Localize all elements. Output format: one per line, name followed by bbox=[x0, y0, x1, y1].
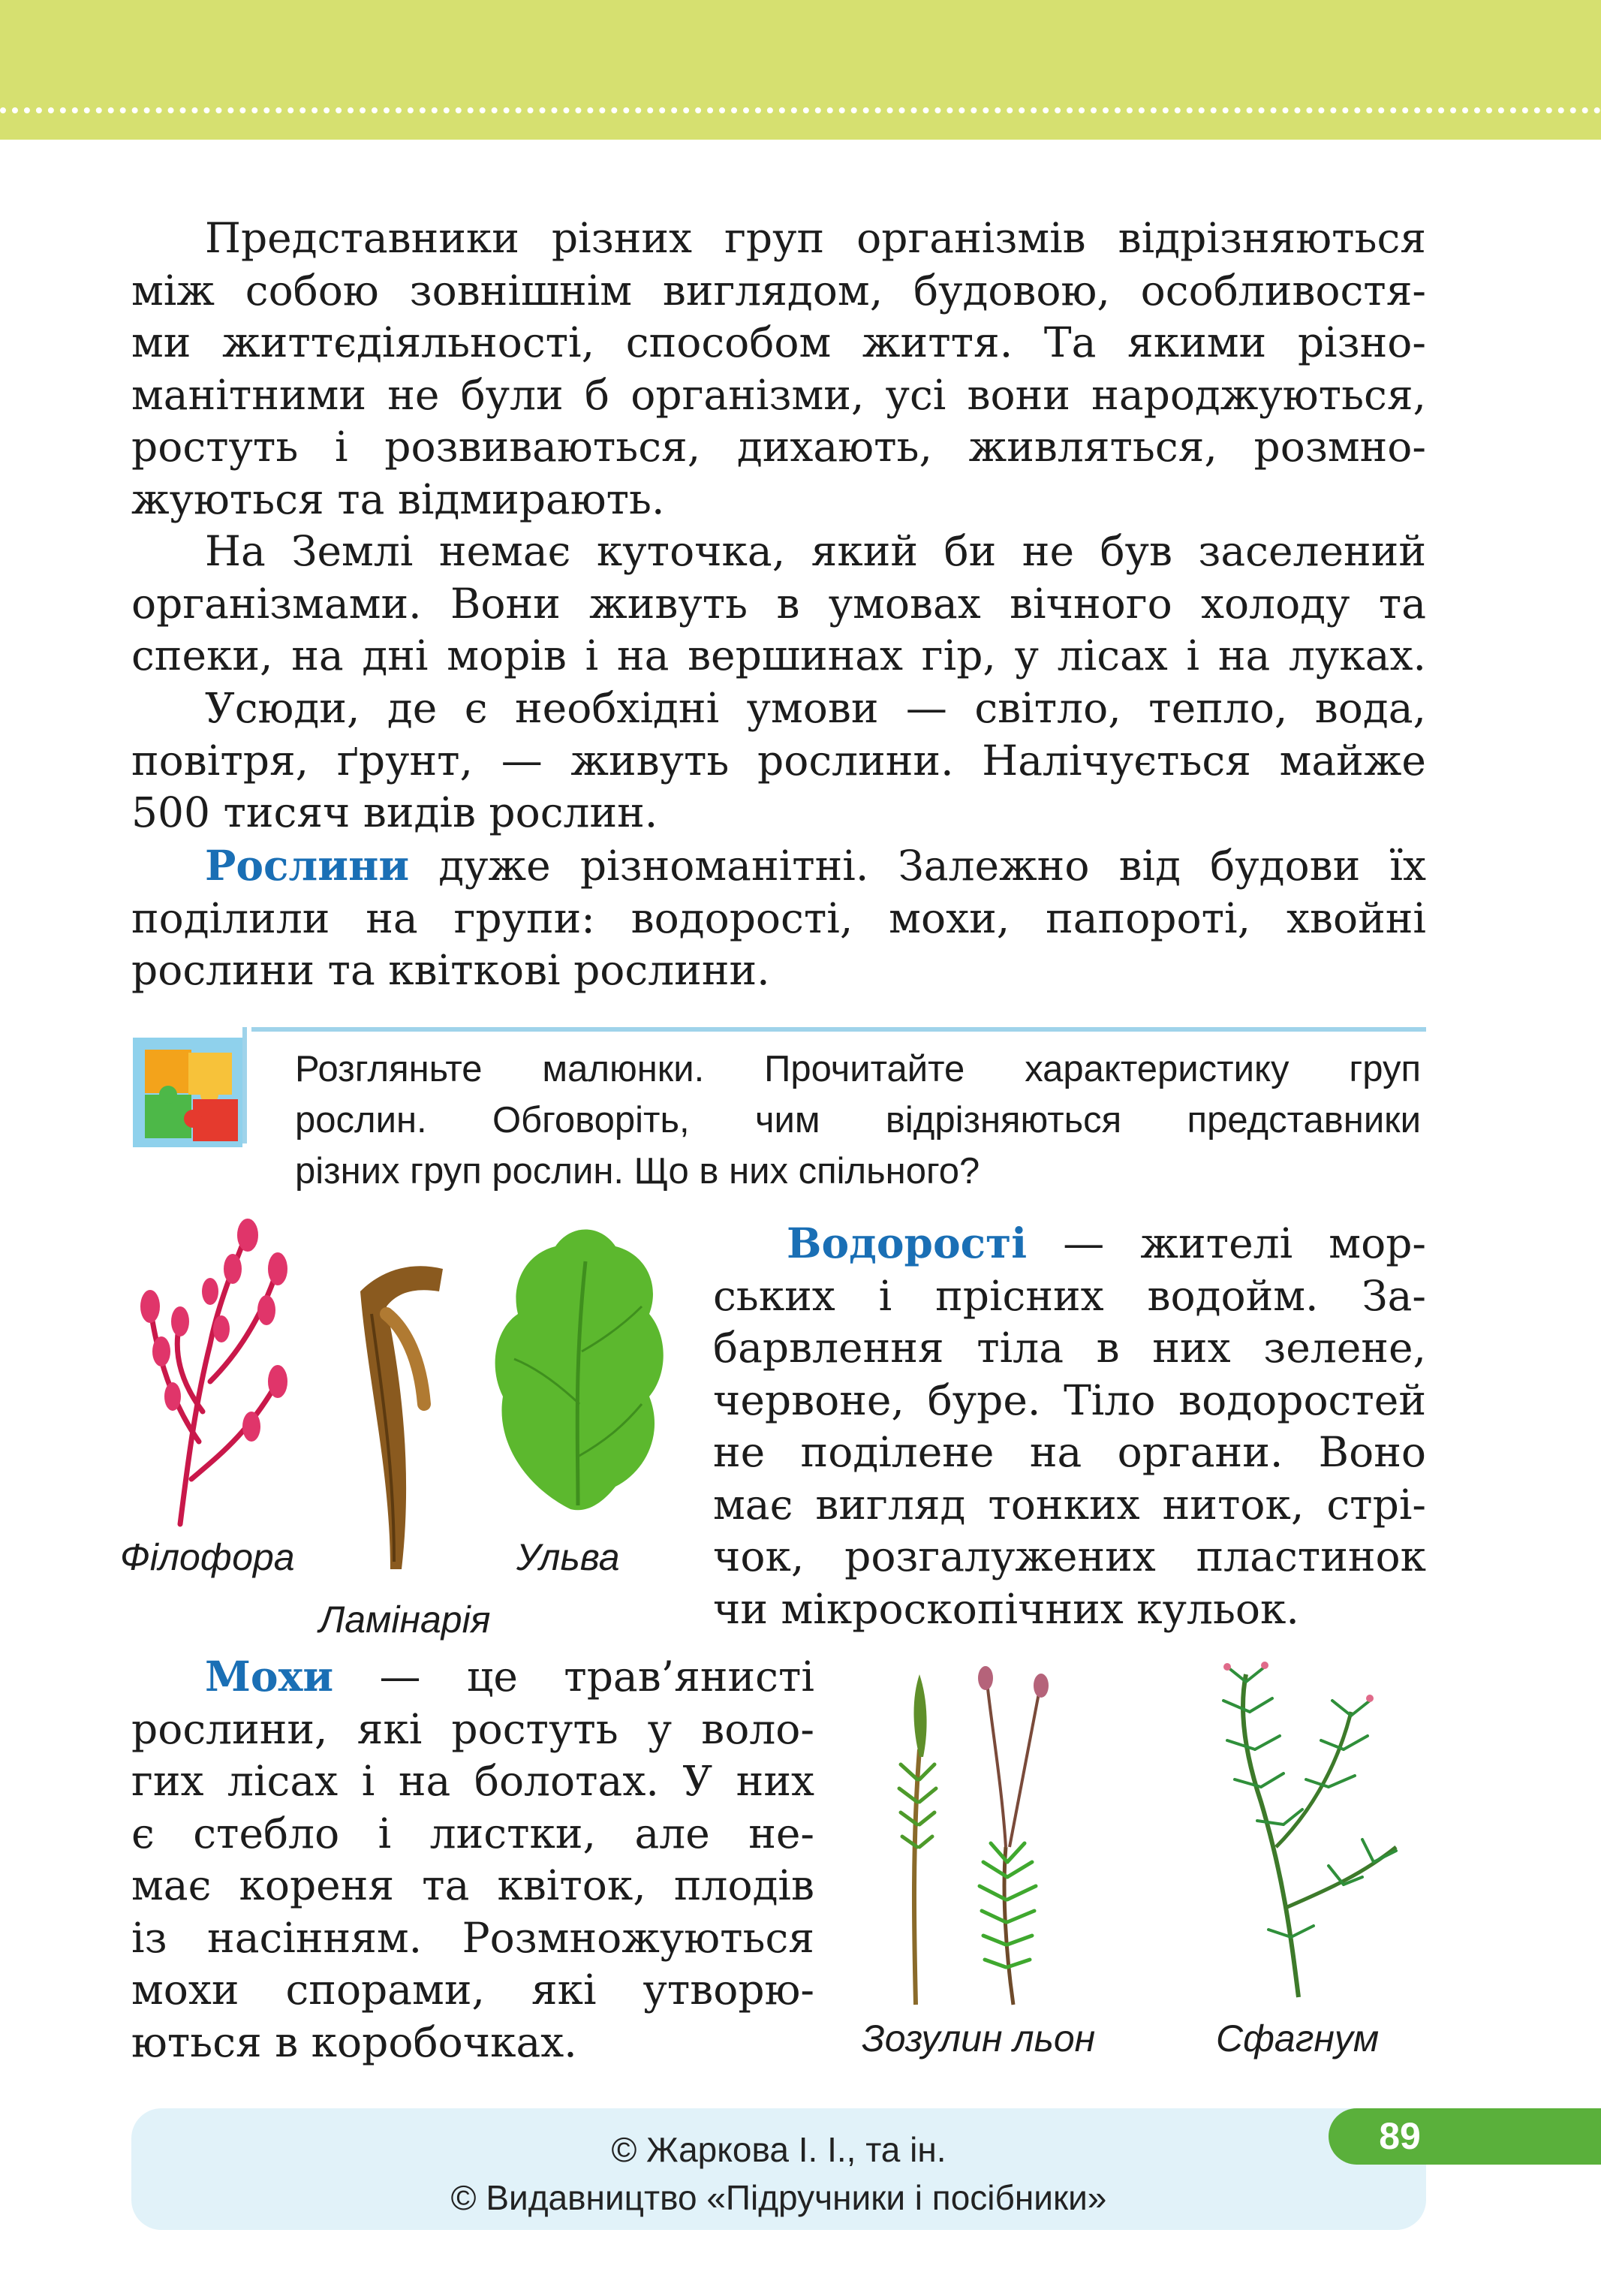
text-line: ються в коробочках. bbox=[131, 2017, 577, 2066]
top-band bbox=[0, 0, 1601, 140]
algae-paragraph bbox=[713, 1217, 1426, 1635]
text-line: мохи спорами, які утворю- bbox=[131, 1966, 814, 2014]
paragraph-3 bbox=[131, 682, 1426, 839]
text-line: повітря, ґрунт, — живуть рослини. Налічується майже bbox=[131, 736, 1426, 785]
keyword-mosses: Мохи bbox=[205, 1652, 334, 1701]
keyword-algae: Водорості bbox=[787, 1219, 1028, 1267]
keyword-plants: Рослини bbox=[205, 841, 410, 890]
text-line: із насінням. Розмножуються bbox=[131, 1913, 814, 1962]
caption-filofora: Філофора bbox=[120, 1536, 295, 1578]
text-line bbox=[131, 1650, 814, 1704]
text-line: чок, розгалужених пластинок bbox=[713, 1532, 1426, 1580]
caption-ulva: Ульва bbox=[516, 1536, 620, 1578]
text-line: рослини та квіткові рослини. bbox=[131, 946, 770, 994]
text-line: гих лісах і на болотах. У них bbox=[131, 1757, 814, 1805]
text-line: червоне, буре. Тіло водоростей bbox=[713, 1375, 1426, 1424]
footer-copyright bbox=[131, 2108, 1426, 2230]
caption-laminaria: Ламінарія bbox=[319, 1598, 491, 1641]
paragraph-4 bbox=[131, 839, 1426, 997]
paragraph-2 bbox=[131, 526, 1426, 682]
copyright-publisher: © Видавництво «Підручники і посібники» bbox=[450, 2178, 1107, 2217]
page-number: 89 bbox=[1379, 2115, 1421, 2157]
copyright-authors: © Жаркова І. І., та ін. bbox=[611, 2130, 946, 2169]
laminaria-illustration bbox=[330, 1246, 458, 1577]
text-line: Усюди, де є необхідні умови — світло, тепло, вода, bbox=[205, 684, 1426, 732]
text-line: На Землі немає куточка, який би не був заселений bbox=[205, 527, 1426, 575]
mosses-paragraph bbox=[131, 1650, 814, 2069]
text-line: поділили на групи: водорості, мохи, папороті, хвойні bbox=[131, 893, 1426, 942]
text-line: рослин. Обговоріть, чим відрізняються представники bbox=[295, 1100, 1421, 1140]
text-line: різних груп рослин. Що в них спільного? bbox=[295, 1151, 980, 1192]
text-line: між собою зовнішнім виглядом, будовою, особливостя- bbox=[131, 266, 1426, 315]
text-line: ростуть і розвиваються, дихають, живляться, розмно- bbox=[131, 423, 1426, 471]
text-line: манітними не були б організми, усі вони народжуються, bbox=[131, 370, 1426, 419]
filofora-illustration bbox=[128, 1216, 315, 1532]
caption-sphagnum: Сфагнум bbox=[1216, 2017, 1380, 2059]
sphagnum-illustration bbox=[1171, 1652, 1426, 2005]
text-line: барвлення тіла в них зелене, bbox=[713, 1324, 1426, 1372]
text-fragment: — це трав’янисті bbox=[333, 1653, 814, 1701]
text-line: Представники різних груп організмів відрізняються bbox=[205, 214, 1426, 262]
text-line bbox=[131, 839, 1426, 893]
page-number-badge bbox=[1329, 2108, 1601, 2165]
text-line: організмами. Вони живуть в умовах вічного холоду та bbox=[131, 579, 1426, 628]
dotted-line bbox=[0, 107, 1601, 113]
text-line: жуються та відмирають. bbox=[131, 475, 665, 523]
task-divider bbox=[251, 1027, 1426, 1032]
text-line: рослини, які ростуть у воло- bbox=[131, 1704, 814, 1753]
text-line: не поділене на органи. Воно bbox=[713, 1428, 1426, 1476]
text-fragment: дуже різноманітні. Залежно від будови їх bbox=[409, 842, 1426, 890]
text-line: чи мікроскопічних кульок. bbox=[713, 1584, 1299, 1633]
text-line: 500 тисяч видів рослин. bbox=[131, 788, 658, 836]
text-line: спеки, на дні морів і на вершинах гір, у лісах і на луках. bbox=[131, 631, 1426, 679]
polytrichum-illustration bbox=[878, 1652, 1126, 2012]
caption-polytrichum: Зозулин льон bbox=[862, 2017, 1096, 2059]
text-line: має кореня та квіток, плодів bbox=[131, 1861, 814, 1909]
text-line: має вигляд тонких ниток, стрі- bbox=[713, 1480, 1426, 1529]
task-box bbox=[131, 1027, 1426, 1192]
text-line: ських і прісних водойм. За- bbox=[713, 1271, 1426, 1320]
text-line bbox=[713, 1217, 1426, 1270]
ulva-illustration bbox=[480, 1216, 676, 1517]
text-line: є стебло і листки, але не- bbox=[131, 1809, 814, 1858]
task-text bbox=[295, 1044, 1421, 1197]
text-line: Розгляньте малюнки. Прочитайте характеристику груп bbox=[295, 1049, 1421, 1089]
paragraph-1 bbox=[131, 212, 1426, 526]
puzzle-icon bbox=[131, 1036, 244, 1149]
text-line: ми життєдіяльності, способом життя. Та якими різно- bbox=[131, 318, 1426, 366]
text-fragment: — жителі мор- bbox=[1027, 1219, 1426, 1267]
